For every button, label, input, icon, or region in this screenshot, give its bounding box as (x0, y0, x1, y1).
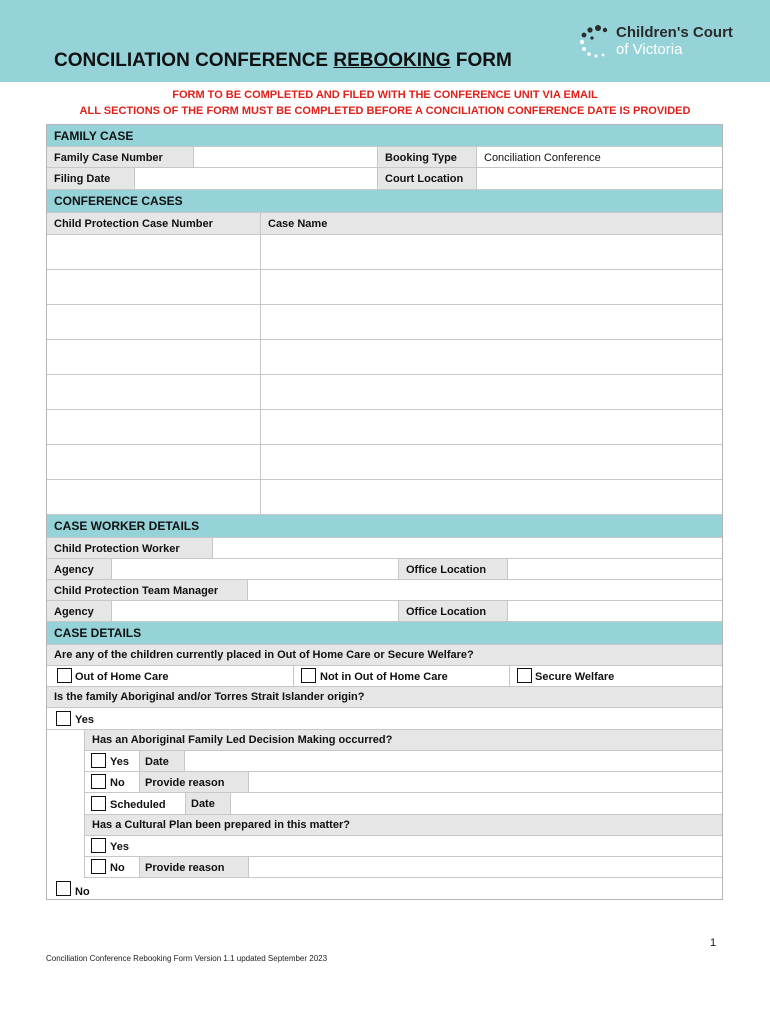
agency-label: Agency (47, 559, 111, 579)
row-aboriginal-yes (47, 708, 722, 730)
page-number: 1 (710, 937, 717, 949)
agency-2-field[interactable] (111, 601, 398, 621)
question-placement: Are any of the children currently placed in Out of Home Care or Secure Welfare? (47, 645, 722, 666)
notice-line-2: ALL SECTIONS OF THE FORM MUST BE COMPLETED BEFORE A CONCILIATION CONFERENCE DATE IS PROVIDED (79, 105, 691, 117)
table-row (47, 410, 722, 445)
checkbox-cp-no[interactable] (91, 859, 106, 874)
case-name-field[interactable] (260, 340, 722, 374)
case-name-field[interactable] (260, 305, 722, 339)
agency-2-label: Agency (47, 601, 111, 621)
logo-line-2: of Victoria (616, 41, 683, 58)
table-row (47, 270, 722, 305)
row-team-manager (47, 580, 722, 601)
row-cp-yes (85, 836, 722, 857)
label-afldm-no: No (110, 777, 125, 789)
label-secure-welfare: Secure Welfare (535, 671, 615, 683)
label-cp-yes: Yes (110, 841, 129, 853)
case-number-field[interactable] (47, 305, 260, 339)
checkbox-afldm-yes[interactable] (91, 753, 106, 768)
col-case-name-header: Case Name (260, 213, 722, 234)
case-number-field[interactable] (47, 340, 260, 374)
agency-field[interactable] (111, 559, 398, 579)
checkbox-cp-yes[interactable] (91, 838, 106, 853)
label-aboriginal-yes: Yes (75, 714, 94, 726)
office-location-2-label: Office Location (398, 601, 507, 621)
case-name-field[interactable] (260, 235, 722, 269)
case-number-field[interactable] (47, 235, 260, 269)
label-cp-no: No (110, 862, 125, 874)
logo-dots-icon (578, 24, 618, 60)
checkbox-afldm-no[interactable] (91, 774, 106, 789)
table-row (47, 445, 722, 480)
checkbox-aboriginal-yes[interactable] (56, 711, 71, 726)
row-family-case-number (47, 147, 722, 168)
question-cultural-plan: Has a Cultural Plan been prepared in this matter? (85, 815, 722, 836)
page-title: CONCILIATION CONFERENCE REBOOKING FORM (54, 50, 512, 71)
cp-reason-label: Provide reason (139, 857, 248, 877)
case-name-field[interactable] (260, 410, 722, 444)
section-case-details: CASE DETAILS (47, 622, 722, 645)
section-case-worker-details: CASE WORKER DETAILS (47, 515, 722, 538)
label-afldm-scheduled: Scheduled (110, 799, 166, 811)
booking-type-field[interactable]: Conciliation Conference (476, 147, 722, 167)
case-number-field[interactable] (47, 410, 260, 444)
notice-line-1: FORM TO BE COMPLETED AND FILED WITH THE CONFERENCE UNIT VIA EMAIL (172, 89, 598, 101)
manager-field[interactable] (247, 580, 722, 600)
booking-type-label: Booking Type (377, 147, 476, 167)
case-number-field[interactable] (47, 445, 260, 479)
row-afldm-no (85, 772, 722, 793)
col-case-number-header: Child Protection Case Number (47, 213, 260, 234)
case-number-field[interactable] (47, 480, 260, 514)
office-location-label: Office Location (398, 559, 507, 579)
afldm-scheduled-date-label: Date (185, 793, 230, 814)
row-agency-2 (47, 601, 722, 622)
checkbox-afldm-scheduled[interactable] (91, 796, 106, 811)
afldm-date-label: Date (139, 751, 184, 771)
case-name-field[interactable] (260, 375, 722, 409)
row-filing-date (47, 168, 722, 190)
question-aboriginal: Is the family Aboriginal and/or Torres Strait Islander origin? (47, 687, 722, 708)
row-aboriginal-no (47, 878, 722, 900)
logo-line-1: Children's Court (616, 24, 733, 41)
checkbox-not-in-care[interactable] (301, 668, 316, 683)
label-aboriginal-no: No (75, 886, 90, 898)
case-number-field[interactable] (47, 375, 260, 409)
checkbox-secure-welfare[interactable] (517, 668, 532, 683)
court-location-label: Court Location (377, 168, 476, 189)
afldm-reason-field[interactable] (248, 772, 722, 792)
afldm-scheduled-date-field[interactable] (230, 793, 722, 814)
row-placement-options (47, 666, 722, 687)
table-row (47, 480, 722, 515)
row-afldm-yes (85, 751, 722, 772)
form-table (46, 124, 723, 900)
case-name-field[interactable] (260, 480, 722, 514)
family-case-number-field[interactable] (193, 147, 377, 167)
label-afldm-yes: Yes (110, 756, 129, 768)
label-not-in-care: Not in Out of Home Care (320, 671, 448, 683)
label-out-of-home-care: Out of Home Care (75, 671, 169, 683)
afldm-reason-label: Provide reason (139, 772, 248, 792)
section-family-case: FAMILY CASE (47, 125, 722, 147)
case-name-field[interactable] (260, 445, 722, 479)
row-afldm-scheduled (85, 793, 722, 815)
case-number-field[interactable] (47, 270, 260, 304)
worker-label: Child Protection Worker (47, 538, 212, 558)
row-cp-no (85, 857, 722, 878)
row-agency (47, 559, 722, 580)
worker-field[interactable] (212, 538, 722, 558)
question-afldm: Has an Aboriginal Family Led Decision Making occurred? (85, 730, 722, 751)
footer-version-text: Conciliation Conference Rebooking Form Version 1.1 updated September 2023 (46, 954, 328, 963)
case-name-field[interactable] (260, 270, 722, 304)
manager-label: Child Protection Team Manager (47, 580, 247, 600)
table-row (47, 340, 722, 375)
filing-date-field[interactable] (134, 168, 377, 189)
row-child-protection-worker (47, 538, 722, 559)
section-conference-cases: CONFERENCE CASES (47, 190, 722, 213)
cp-reason-field[interactable] (248, 857, 722, 877)
office-location-field[interactable] (507, 559, 722, 579)
court-logo (578, 22, 748, 62)
table-row (47, 375, 722, 410)
conference-cases-header-row (47, 213, 722, 235)
court-location-field[interactable] (476, 168, 722, 189)
afldm-date-field[interactable] (184, 751, 722, 771)
family-case-number-label: Family Case Number (47, 147, 193, 167)
filing-date-label: Filing Date (47, 168, 134, 189)
table-row (47, 235, 722, 270)
checkbox-aboriginal-no[interactable] (56, 881, 71, 896)
office-location-2-field[interactable] (507, 601, 722, 621)
table-row (47, 305, 722, 340)
checkbox-out-of-home-care[interactable] (57, 668, 72, 683)
